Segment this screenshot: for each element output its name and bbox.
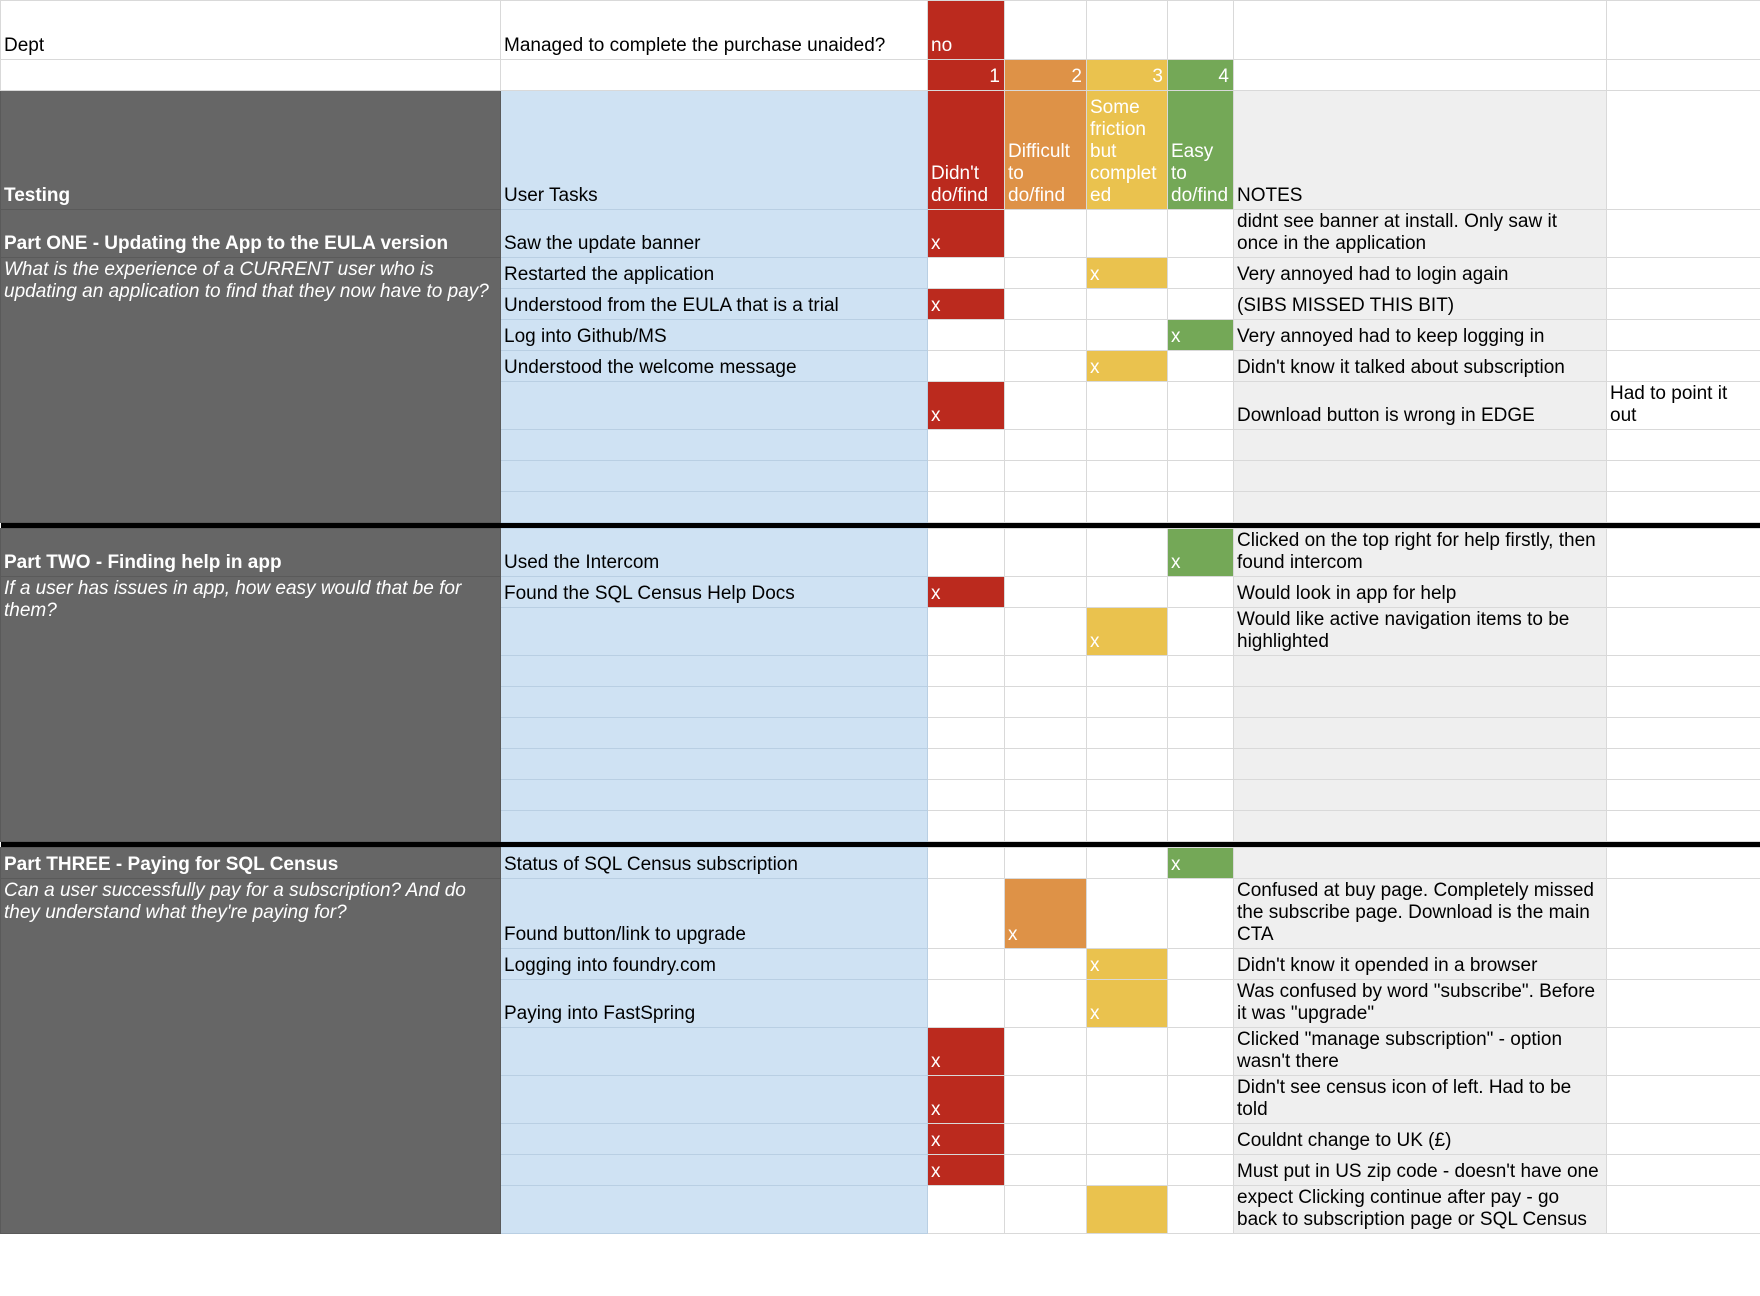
rating-cell-4-marked[interactable]: x bbox=[1168, 320, 1234, 351]
rating-cell-1[interactable] bbox=[928, 949, 1005, 980]
rating-cell-4[interactable] bbox=[1168, 608, 1234, 656]
rating-cell-1[interactable] bbox=[928, 492, 1005, 523]
rating-cell-1[interactable] bbox=[928, 811, 1005, 842]
extra-note-cell[interactable] bbox=[1607, 848, 1760, 879]
rating-cell-3-marked[interactable]: x bbox=[1087, 351, 1168, 382]
rating-cell-1[interactable] bbox=[928, 461, 1005, 492]
note-cell[interactable]: Would like active navigation items to be highlighted bbox=[1234, 608, 1607, 656]
user-tasks-label[interactable]: User Tasks bbox=[501, 91, 928, 210]
rating-cell-2[interactable] bbox=[1005, 1076, 1087, 1124]
task-cell[interactable]: Saw the update banner bbox=[501, 210, 928, 258]
table-row bbox=[1, 210, 1760, 258]
rating-cell-4[interactable] bbox=[1168, 430, 1234, 461]
rating-cell-4[interactable] bbox=[1168, 980, 1234, 1028]
rating-cell-4[interactable] bbox=[1168, 811, 1234, 842]
rating-cell-1-marked[interactable]: x bbox=[928, 1155, 1005, 1186]
section-description[interactable]: Can a user successfully pay for a subscription? And do they understand what they're paying for? bbox=[1, 879, 501, 1234]
note-cell[interactable] bbox=[1234, 811, 1607, 842]
note-cell[interactable]: Didn't see census icon of left. Had to be told bbox=[1234, 1076, 1607, 1124]
rating-cell-3-marked[interactable]: x bbox=[1087, 608, 1168, 656]
rating-cell-3[interactable] bbox=[1087, 320, 1168, 351]
extra-note-cell[interactable] bbox=[1607, 608, 1760, 656]
extra-note-cell[interactable] bbox=[1607, 430, 1760, 461]
rating-cell-1[interactable] bbox=[928, 1186, 1005, 1234]
rating-cell-3[interactable] bbox=[1087, 848, 1168, 879]
extra-note-cell[interactable] bbox=[1607, 980, 1760, 1028]
task-cell[interactable]: Found button/link to upgrade bbox=[501, 879, 928, 949]
rating-cell-4-marked[interactable]: x bbox=[1168, 529, 1234, 577]
empty-cell[interactable] bbox=[1, 60, 501, 91]
extra-note-cell[interactable] bbox=[1607, 351, 1760, 382]
answer-cell[interactable]: no bbox=[928, 1, 1005, 60]
note-cell[interactable] bbox=[1234, 430, 1607, 461]
rating-cell-3[interactable] bbox=[1087, 718, 1168, 749]
extra-note-cell[interactable]: Had to point it out bbox=[1607, 382, 1760, 430]
rating-cell-1-marked[interactable]: x bbox=[928, 382, 1005, 430]
scale-label-2[interactable]: Difficult to do/find bbox=[1005, 91, 1087, 210]
rating-cell-4[interactable] bbox=[1168, 749, 1234, 780]
rating-cell-4[interactable] bbox=[1168, 461, 1234, 492]
task-cell[interactable] bbox=[501, 811, 928, 842]
rating-cell-2[interactable] bbox=[1005, 1124, 1087, 1155]
rating-cell-3-marked[interactable] bbox=[1087, 1186, 1168, 1234]
section-title[interactable]: Part THREE - Paying for SQL Census bbox=[1, 848, 501, 879]
task-cell[interactable] bbox=[501, 1124, 928, 1155]
rating-cell-3[interactable] bbox=[1087, 577, 1168, 608]
scale-number-4[interactable]: 4 bbox=[1168, 60, 1234, 91]
extra-note-cell[interactable] bbox=[1607, 780, 1760, 811]
rating-cell-3[interactable] bbox=[1087, 811, 1168, 842]
scale-label-4[interactable]: Easy to do/find bbox=[1168, 91, 1234, 210]
rating-cell-1[interactable] bbox=[928, 718, 1005, 749]
note-cell[interactable]: Must put in US zip code - doesn't have one bbox=[1234, 1155, 1607, 1186]
task-cell[interactable]: Used the Intercom bbox=[501, 529, 928, 577]
note-cell[interactable]: Very annoyed had to keep logging in bbox=[1234, 320, 1607, 351]
extra-note-cell[interactable] bbox=[1607, 1124, 1760, 1155]
rating-cell-2[interactable] bbox=[1005, 382, 1087, 430]
scale-label-3[interactable]: Some friction but completed bbox=[1087, 91, 1168, 210]
extra-note-cell[interactable] bbox=[1607, 1028, 1760, 1076]
extra-note-cell[interactable] bbox=[1607, 656, 1760, 687]
rating-cell-3[interactable] bbox=[1087, 749, 1168, 780]
rating-cell-3[interactable] bbox=[1087, 879, 1168, 949]
task-cell[interactable] bbox=[501, 780, 928, 811]
rating-cell-1[interactable] bbox=[928, 529, 1005, 577]
note-cell[interactable] bbox=[1234, 848, 1607, 879]
note-cell[interactable]: Clicked on the top right for help firstly, then found intercom bbox=[1234, 529, 1607, 577]
rating-cell-3[interactable] bbox=[1087, 210, 1168, 258]
rating-cell-3[interactable] bbox=[1087, 492, 1168, 523]
rating-cell-4[interactable] bbox=[1168, 949, 1234, 980]
rating-cell-4[interactable] bbox=[1168, 656, 1234, 687]
note-cell[interactable] bbox=[1234, 718, 1607, 749]
rating-cell-2[interactable] bbox=[1005, 848, 1087, 879]
extra-note-cell[interactable] bbox=[1607, 811, 1760, 842]
task-cell[interactable] bbox=[501, 656, 928, 687]
extra-note-cell[interactable] bbox=[1607, 1076, 1760, 1124]
rating-cell-4[interactable] bbox=[1168, 687, 1234, 718]
task-cell[interactable] bbox=[501, 430, 928, 461]
empty-cell[interactable] bbox=[1005, 1, 1087, 60]
rating-cell-4[interactable] bbox=[1168, 351, 1234, 382]
rating-cell-2[interactable] bbox=[1005, 210, 1087, 258]
scale-label-1[interactable]: Didn't do/find bbox=[928, 91, 1005, 210]
note-cell[interactable]: Didn't know it talked about subscription bbox=[1234, 351, 1607, 382]
extra-note-cell[interactable] bbox=[1607, 320, 1760, 351]
rating-cell-2[interactable] bbox=[1005, 749, 1087, 780]
rating-cell-3[interactable] bbox=[1087, 430, 1168, 461]
rating-cell-2[interactable] bbox=[1005, 1186, 1087, 1234]
empty-cell[interactable] bbox=[1087, 1, 1168, 60]
empty-cell[interactable] bbox=[1607, 1, 1760, 60]
section-title[interactable]: Part ONE - Updating the App to the EULA version bbox=[1, 210, 501, 258]
note-cell[interactable]: Confused at buy page. Completely missed the subscribe page. Download is the main CTA bbox=[1234, 879, 1607, 949]
task-cell[interactable] bbox=[501, 1076, 928, 1124]
task-cell[interactable] bbox=[501, 749, 928, 780]
rating-cell-1-marked[interactable]: x bbox=[928, 1076, 1005, 1124]
section-description[interactable]: If a user has issues in app, how easy would that be for them? bbox=[1, 577, 501, 842]
rating-cell-2[interactable] bbox=[1005, 718, 1087, 749]
extra-note-cell[interactable] bbox=[1607, 879, 1760, 949]
rating-cell-4[interactable] bbox=[1168, 289, 1234, 320]
rating-cell-4[interactable] bbox=[1168, 780, 1234, 811]
table-row bbox=[1, 258, 1760, 289]
extra-note-cell[interactable] bbox=[1607, 258, 1760, 289]
rating-cell-1[interactable] bbox=[928, 656, 1005, 687]
note-cell[interactable] bbox=[1234, 461, 1607, 492]
rating-cell-2[interactable] bbox=[1005, 258, 1087, 289]
rating-cell-1[interactable] bbox=[928, 687, 1005, 718]
dept-label[interactable]: Dept bbox=[1, 1, 501, 60]
scale-number-1[interactable]: 1 bbox=[928, 60, 1005, 91]
rating-cell-3[interactable] bbox=[1087, 1155, 1168, 1186]
rating-cell-3[interactable] bbox=[1087, 687, 1168, 718]
scale-number-3[interactable]: 3 bbox=[1087, 60, 1168, 91]
empty-cell[interactable] bbox=[1234, 1, 1607, 60]
rating-cell-2[interactable] bbox=[1005, 289, 1087, 320]
rating-cell-1[interactable] bbox=[928, 608, 1005, 656]
rating-cell-3[interactable] bbox=[1087, 461, 1168, 492]
rating-cell-1[interactable] bbox=[928, 749, 1005, 780]
rating-cell-4[interactable] bbox=[1168, 1076, 1234, 1124]
rating-cell-4[interactable] bbox=[1168, 258, 1234, 289]
task-cell[interactable] bbox=[501, 1186, 928, 1234]
task-cell[interactable]: Restarted the application bbox=[501, 258, 928, 289]
rating-cell-2[interactable] bbox=[1005, 980, 1087, 1028]
rating-cell-2[interactable] bbox=[1005, 351, 1087, 382]
rating-cell-1[interactable] bbox=[928, 430, 1005, 461]
note-cell[interactable] bbox=[1234, 687, 1607, 718]
extra-note-cell[interactable] bbox=[1607, 577, 1760, 608]
rating-cell-4[interactable] bbox=[1168, 577, 1234, 608]
table-row bbox=[1, 879, 1760, 949]
rating-cell-2[interactable] bbox=[1005, 577, 1087, 608]
rating-cell-2[interactable] bbox=[1005, 461, 1087, 492]
extra-note-cell[interactable] bbox=[1607, 492, 1760, 523]
extra-note-cell[interactable] bbox=[1607, 461, 1760, 492]
rating-cell-3[interactable] bbox=[1087, 1076, 1168, 1124]
extra-note-cell[interactable] bbox=[1607, 687, 1760, 718]
task-cell[interactable] bbox=[501, 1155, 928, 1186]
rating-cell-2[interactable] bbox=[1005, 492, 1087, 523]
rating-cell-4[interactable] bbox=[1168, 492, 1234, 523]
rating-cell-1-marked[interactable]: x bbox=[928, 289, 1005, 320]
rating-cell-3[interactable] bbox=[1087, 780, 1168, 811]
rating-cell-1[interactable] bbox=[928, 980, 1005, 1028]
rating-cell-2[interactable] bbox=[1005, 780, 1087, 811]
rating-cell-2[interactable] bbox=[1005, 529, 1087, 577]
empty-cell[interactable] bbox=[1607, 91, 1760, 210]
rating-cell-4[interactable] bbox=[1168, 879, 1234, 949]
note-cell[interactable]: expect Clicking continue after pay - go back to subscription page or SQL Census bbox=[1234, 1186, 1607, 1234]
rating-cell-1-marked[interactable]: x bbox=[928, 1124, 1005, 1155]
task-cell[interactable]: Logging into foundry.com bbox=[501, 949, 928, 980]
section-description[interactable]: What is the experience of a CURRENT user who is updating an application to find that they now have to pay? bbox=[1, 258, 501, 523]
rating-cell-3-marked[interactable]: x bbox=[1087, 949, 1168, 980]
empty-cell[interactable] bbox=[1168, 1, 1234, 60]
extra-note-cell[interactable] bbox=[1607, 210, 1760, 258]
table-row bbox=[1, 529, 1760, 577]
rating-cell-3[interactable] bbox=[1087, 1028, 1168, 1076]
rating-cell-1[interactable] bbox=[928, 258, 1005, 289]
task-cell[interactable]: Paying into FastSpring bbox=[501, 980, 928, 1028]
task-cell[interactable]: Found the SQL Census Help Docs bbox=[501, 577, 928, 608]
extra-note-cell[interactable] bbox=[1607, 1155, 1760, 1186]
task-cell[interactable] bbox=[501, 492, 928, 523]
task-cell[interactable] bbox=[501, 608, 928, 656]
note-cell[interactable]: Was confused by word "subscribe". Before it was "upgrade" bbox=[1234, 980, 1607, 1028]
extra-note-cell[interactable] bbox=[1607, 749, 1760, 780]
rating-cell-2-marked[interactable]: x bbox=[1005, 879, 1087, 949]
note-cell[interactable] bbox=[1234, 780, 1607, 811]
task-cell[interactable]: Understood from the EULA that is a trial bbox=[501, 289, 928, 320]
notes-label[interactable]: NOTES bbox=[1234, 91, 1607, 210]
rating-cell-1-marked[interactable]: x bbox=[928, 210, 1005, 258]
task-cell[interactable] bbox=[501, 382, 928, 430]
note-cell[interactable] bbox=[1234, 656, 1607, 687]
rating-cell-4[interactable] bbox=[1168, 1186, 1234, 1234]
rating-cell-2[interactable] bbox=[1005, 1155, 1087, 1186]
rating-cell-1[interactable] bbox=[928, 351, 1005, 382]
task-cell[interactable] bbox=[501, 461, 928, 492]
extra-note-cell[interactable] bbox=[1607, 289, 1760, 320]
task-cell[interactable] bbox=[501, 687, 928, 718]
rating-cell-4-marked[interactable]: x bbox=[1168, 848, 1234, 879]
rating-cell-1[interactable] bbox=[928, 780, 1005, 811]
rating-cell-1[interactable] bbox=[928, 879, 1005, 949]
note-cell[interactable]: Clicked "manage subscription" - option wasn't there bbox=[1234, 1028, 1607, 1076]
task-cell[interactable] bbox=[501, 1028, 928, 1076]
empty-cell[interactable] bbox=[1607, 60, 1760, 91]
rating-cell-4[interactable] bbox=[1168, 1124, 1234, 1155]
note-cell[interactable]: Didn't know it opended in a browser bbox=[1234, 949, 1607, 980]
rating-cell-2[interactable] bbox=[1005, 1028, 1087, 1076]
rating-cell-2[interactable] bbox=[1005, 949, 1087, 980]
table-row bbox=[1, 848, 1760, 879]
rating-cell-3[interactable] bbox=[1087, 382, 1168, 430]
rating-cell-2[interactable] bbox=[1005, 320, 1087, 351]
rating-cell-1[interactable] bbox=[928, 320, 1005, 351]
empty-cell[interactable] bbox=[501, 60, 928, 91]
rating-cell-3[interactable] bbox=[1087, 1124, 1168, 1155]
rating-cell-4[interactable] bbox=[1168, 718, 1234, 749]
empty-cell[interactable] bbox=[1234, 60, 1607, 91]
rating-cell-3-marked[interactable]: x bbox=[1087, 258, 1168, 289]
rating-cell-4[interactable] bbox=[1168, 210, 1234, 258]
rating-cell-2[interactable] bbox=[1005, 656, 1087, 687]
note-cell[interactable]: didnt see banner at install. Only saw it once in the application bbox=[1234, 210, 1607, 258]
scale-number-2[interactable]: 2 bbox=[1005, 60, 1087, 91]
rating-cell-1-marked[interactable]: x bbox=[928, 577, 1005, 608]
rating-cell-1-marked[interactable]: x bbox=[928, 1028, 1005, 1076]
rating-cell-2[interactable] bbox=[1005, 687, 1087, 718]
rating-cell-3-marked[interactable]: x bbox=[1087, 980, 1168, 1028]
rating-cell-4[interactable] bbox=[1168, 1155, 1234, 1186]
testing-label[interactable]: Testing bbox=[1, 91, 501, 210]
table-row bbox=[1, 577, 1760, 608]
rating-cell-3[interactable] bbox=[1087, 656, 1168, 687]
note-cell[interactable]: (SIBS MISSED THIS BIT) bbox=[1234, 289, 1607, 320]
note-cell[interactable] bbox=[1234, 749, 1607, 780]
extra-note-cell[interactable] bbox=[1607, 1186, 1760, 1234]
note-cell[interactable]: Would look in app for help bbox=[1234, 577, 1607, 608]
task-cell[interactable] bbox=[501, 718, 928, 749]
question-label[interactable]: Managed to complete the purchase unaided? bbox=[501, 1, 928, 60]
rating-cell-2[interactable] bbox=[1005, 430, 1087, 461]
extra-note-cell[interactable] bbox=[1607, 718, 1760, 749]
rating-cell-3[interactable] bbox=[1087, 529, 1168, 577]
rating-cell-2[interactable] bbox=[1005, 811, 1087, 842]
rating-cell-3[interactable] bbox=[1087, 289, 1168, 320]
rating-cell-2[interactable] bbox=[1005, 608, 1087, 656]
note-cell[interactable]: Download button is wrong in EDGE bbox=[1234, 382, 1607, 430]
note-cell[interactable]: Couldnt change to UK (£) bbox=[1234, 1124, 1607, 1155]
rating-cell-1[interactable] bbox=[928, 848, 1005, 879]
extra-note-cell[interactable] bbox=[1607, 529, 1760, 577]
task-cell[interactable]: Log into Github/MS bbox=[501, 320, 928, 351]
task-cell[interactable]: Status of SQL Census subscription bbox=[501, 848, 928, 879]
extra-note-cell[interactable] bbox=[1607, 949, 1760, 980]
rating-cell-4[interactable] bbox=[1168, 382, 1234, 430]
section-title[interactable]: Part TWO - Finding help in app bbox=[1, 529, 501, 577]
note-cell[interactable] bbox=[1234, 492, 1607, 523]
rating-cell-4[interactable] bbox=[1168, 1028, 1234, 1076]
task-cell[interactable]: Understood the welcome message bbox=[501, 351, 928, 382]
note-cell[interactable]: Very annoyed had to login again bbox=[1234, 258, 1607, 289]
